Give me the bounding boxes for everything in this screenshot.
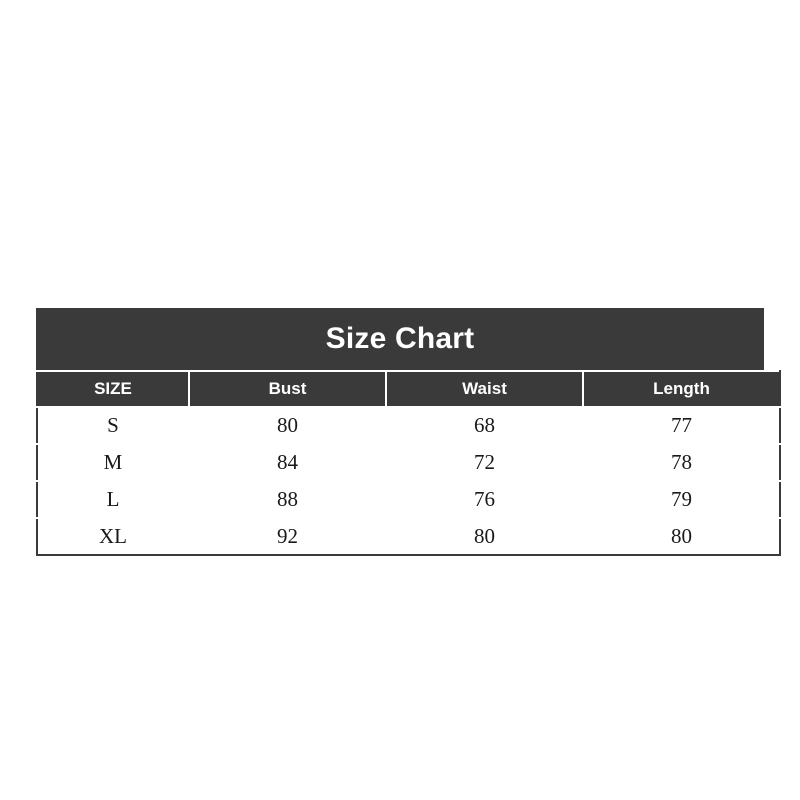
cell-length: 80 (583, 518, 780, 555)
chart-title: Size Chart (36, 308, 764, 370)
size-chart-table (36, 308, 764, 556)
cell-waist: 80 (386, 518, 583, 555)
measurements-table (36, 370, 781, 556)
column-header-size: SIZE (37, 371, 189, 407)
cell-length: 78 (583, 444, 780, 481)
cell-size: M (37, 444, 189, 481)
cell-size: L (37, 481, 189, 518)
table-row (37, 407, 780, 444)
table-row (37, 444, 780, 481)
cell-length: 79 (583, 481, 780, 518)
cell-bust: 92 (189, 518, 386, 555)
column-header-waist: Waist (386, 371, 583, 407)
table-row (37, 481, 780, 518)
cell-waist: 68 (386, 407, 583, 444)
table-header-row (37, 371, 780, 407)
cell-bust: 88 (189, 481, 386, 518)
table-row (37, 518, 780, 555)
column-header-bust: Bust (189, 371, 386, 407)
cell-bust: 84 (189, 444, 386, 481)
cell-waist: 72 (386, 444, 583, 481)
cell-size: XL (37, 518, 189, 555)
cell-size: S (37, 407, 189, 444)
column-header-length: Length (583, 371, 780, 407)
cell-bust: 80 (189, 407, 386, 444)
cell-length: 77 (583, 407, 780, 444)
cell-waist: 76 (386, 481, 583, 518)
